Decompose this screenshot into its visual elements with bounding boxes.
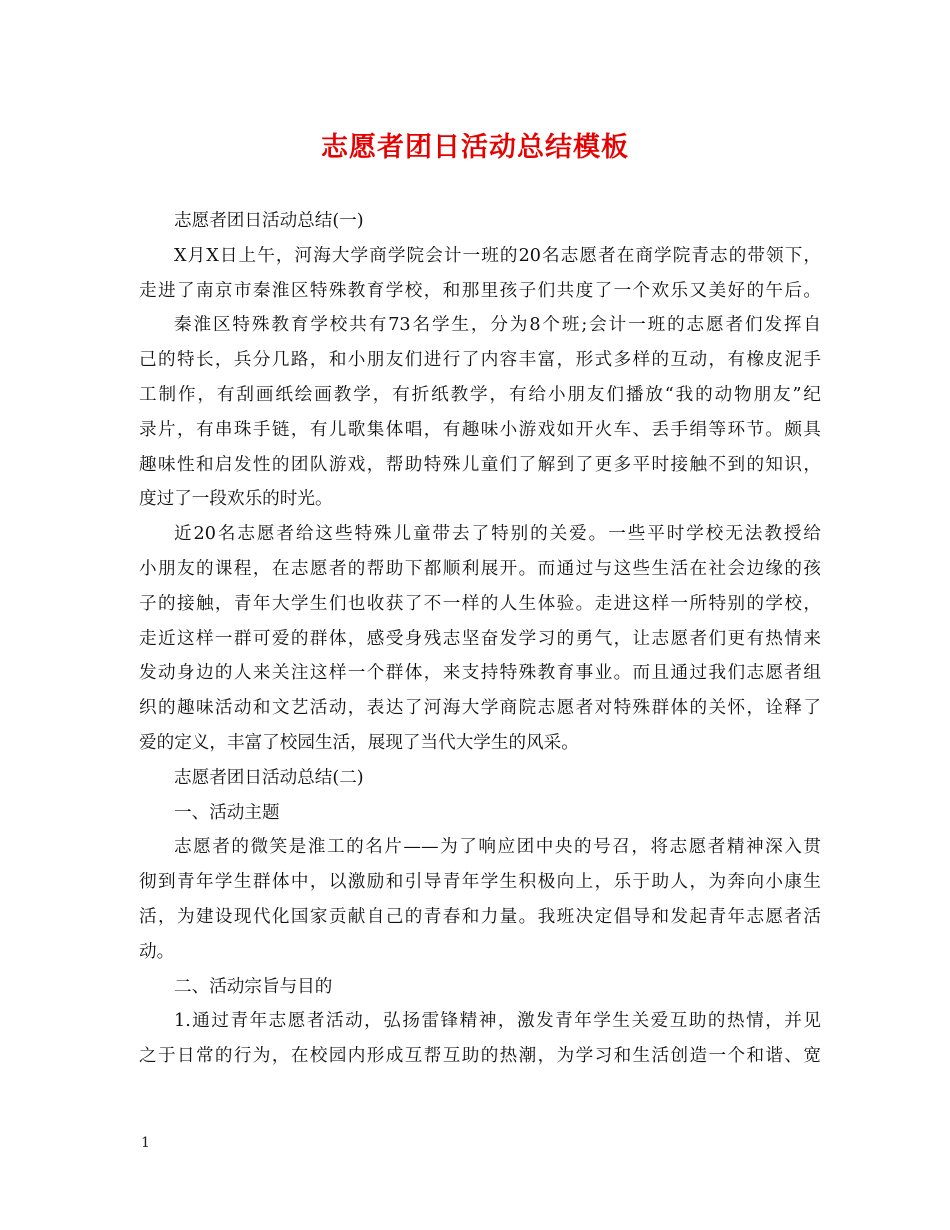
document-title: 志愿者团日活动总结模板 (321, 132, 629, 163)
paragraph-line: 动。 (139, 941, 175, 962)
paragraph-line: 之于日常的行为，在校园内形成互帮互助的热潮，为学习和生活创造一个和谐、宽 (139, 1046, 821, 1067)
paragraph-line: 小朋友的课程，在志愿者的帮助下都顺利展开。而通过与这些生活在社会边缘的孩 (139, 558, 821, 579)
paragraph-line: 活，为建设现代化国家贡献自己的青春和力量。我班决定倡导和发起青年志愿者活 (139, 906, 821, 927)
paragraph-line: 1.通过青年志愿者活动，弘扬雷锋精神，激发青年学生关爱互助的热情，并见 (174, 1011, 821, 1032)
subheading-activity-theme: 一、活动主题 (174, 802, 280, 823)
paragraph-line: 走进了南京市秦淮区特殊教育学校，和那里孩子们共度了一个欢乐又美好的午后。 (139, 280, 821, 301)
paragraph-line: 录片，有串珠手链，有儿歌集体唱，有趣味小游戏如开火车、丢手绢等环节。颇具 (139, 419, 821, 440)
paragraph-line: 度过了一段欢乐的时光。 (139, 489, 333, 510)
paragraph-line: 近20名志愿者给这些特殊儿童带去了特别的关爱。一些平时学校无法教授给 (174, 524, 821, 545)
subheading-purpose: 二、活动宗旨与目的 (174, 976, 333, 997)
paragraph-line: 秦淮区特殊教育学校共有73名学生，分为8个班;会计一班的志愿者们发挥自 (174, 315, 821, 336)
paragraph-line: 趣味性和启发性的团队游戏，帮助特殊儿童们了解到了更多平时接触不到的知识， (139, 454, 821, 475)
section-heading-1: 志愿者团日活动总结(一) (174, 211, 364, 231)
paragraph-line: 彻到青年学生群体中，以激励和引导青年学生积极向上，乐于助人，为奔向小康生 (139, 872, 821, 893)
page-number: 1 (141, 1135, 150, 1151)
paragraph-line: X月X日上午，河海大学商学院会计一班的20名志愿者在商学院青志的带领下， (174, 245, 821, 266)
paragraph-line: 走近这样一群可爱的群体，感受身残志坚奋发学习的勇气，让志愿者们更有热情来 (139, 628, 821, 649)
paragraph-line: 己的特长，兵分几路，和小朋友们进行了内容丰富，形式多样的互动，有橡皮泥手 (139, 350, 821, 371)
paragraph-line: 发动身边的人来关注这样一个群体，来支持特殊教育事业。而且通过我们志愿者组 (139, 663, 821, 684)
paragraph-line: 子的接触，青年大学生们也收获了不一样的人生体验。走进这样一所特别的学校， (139, 593, 821, 614)
section-heading-2: 志愿者团日活动总结(二) (174, 767, 364, 788)
document-body (139, 204, 821, 1074)
paragraph-line: 织的趣味活动和文艺活动，表达了河海大学商院志愿者对特殊群体的关怀，诠释了 (139, 698, 821, 719)
paragraph-line: 爱的定义，丰富了校园生活，展现了当代大学生的风采。 (139, 732, 579, 753)
paragraph-line: 志愿者的微笑是淮工的名片——为了响应团中央的号召，将志愿者精神深入贯 (174, 837, 821, 858)
paragraph-line: 工制作，有刮画纸绘画教学，有折纸教学，有给小朋友们播放“我的动物朋友”纪 (139, 384, 821, 405)
